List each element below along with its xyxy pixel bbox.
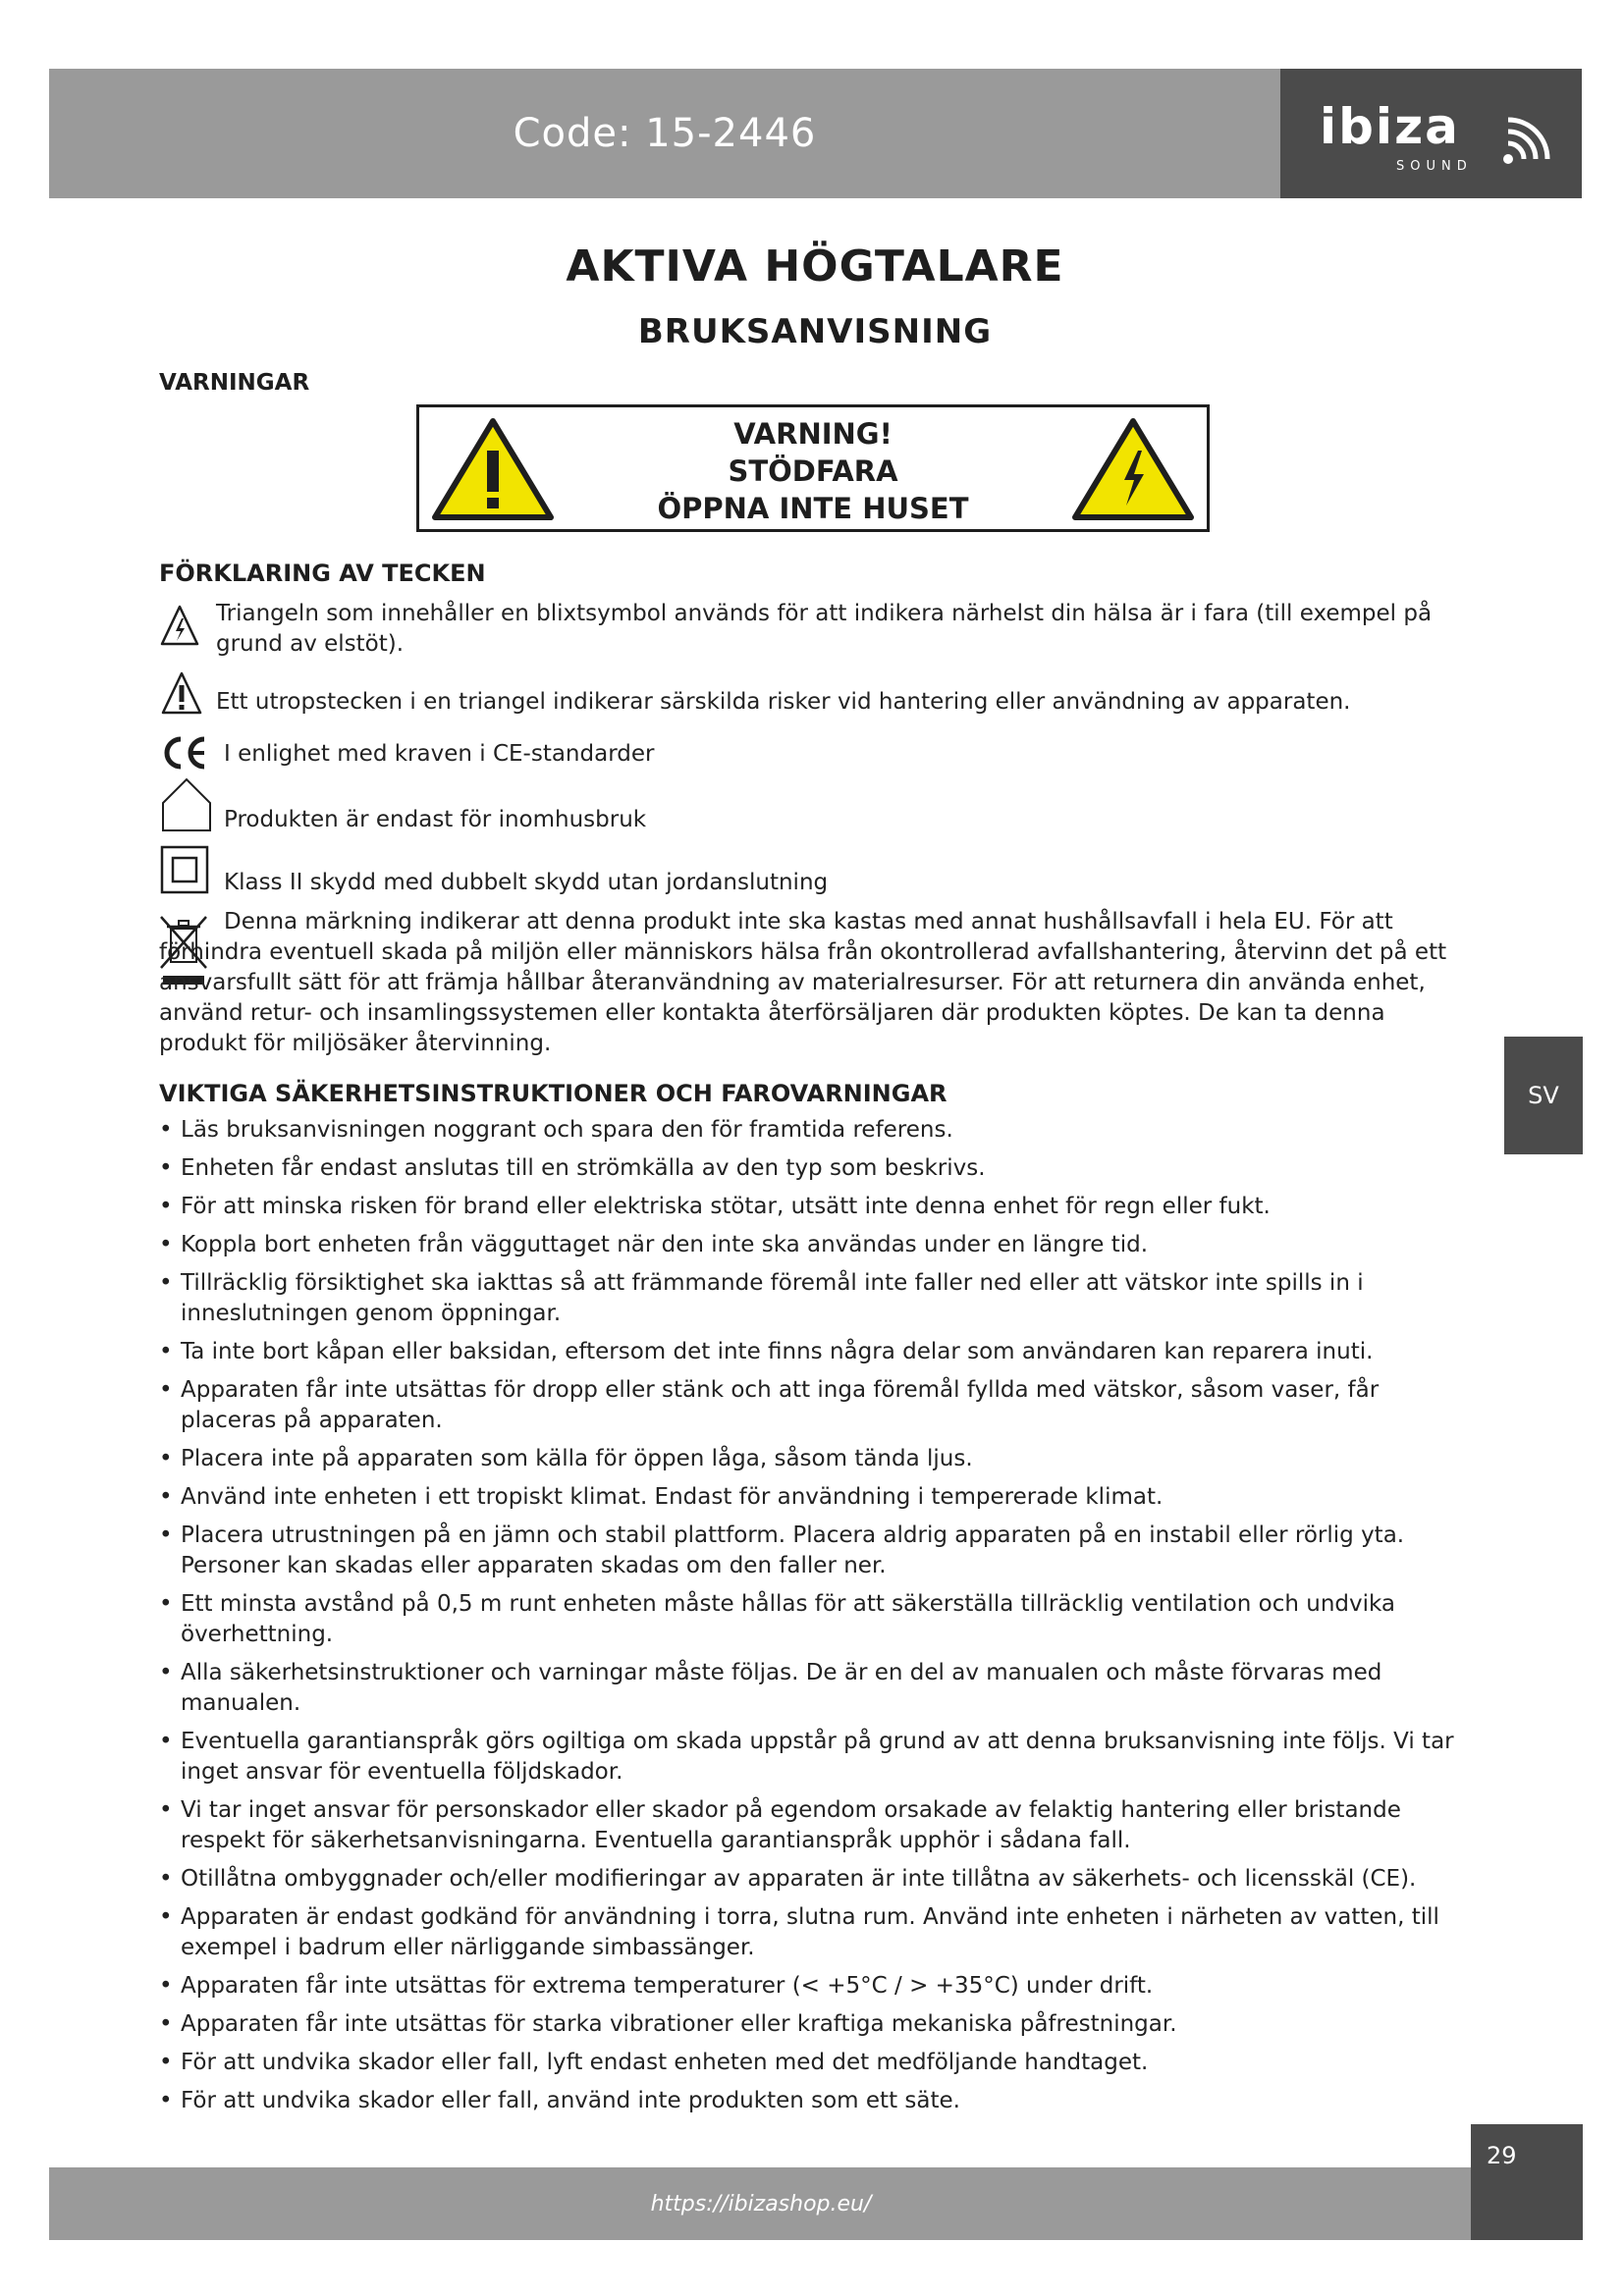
list-item: • Ta inte bort kåpan eller baksidan, eftersom det inte finns några delar som användaren kan reparera inuti. bbox=[159, 1337, 1480, 1367]
list-item: • Koppla bort enheten från vägguttaget när den inte ska användas under en längre tid. bbox=[159, 1230, 1480, 1260]
product-code: Code: 15-2446 bbox=[513, 111, 817, 156]
warnings-heading: VARNINGAR bbox=[159, 370, 310, 396]
house-indoor-icon bbox=[159, 775, 214, 834]
safety-heading: VIKTIGA SÄKERHETSINSTRUKTIONER OCH FAROVARNINGAR bbox=[159, 1080, 947, 1107]
document-subtitle: BRUKSANVISNING bbox=[637, 312, 993, 351]
symbol-exclamation-text: Ett utropstecken i en triangel indikerar särskilda risker vid hantering eller användning av apparaten. bbox=[216, 689, 1351, 715]
list-item: • Apparaten får inte utsättas för extrema temperaturer (< +5°C / > +35°C) under drift. bbox=[159, 1971, 1480, 2002]
list-item: • Otillåtna ombyggnader och/eller modifieringar av apparaten är inte tillåtna av säkerhets- och licensskäl (CE). bbox=[159, 1864, 1480, 1895]
list-item: • Eventuella garantianspråk görs ogiltiga om skada uppstår på grund av att denna bruksanvisning inte följs. Vi tar inget ansvar för eventuella följdskador. bbox=[159, 1727, 1480, 1788]
list-item: • För att undvika skador eller fall, använd inte produkten som ett säte. bbox=[159, 2086, 1480, 2116]
warning-box bbox=[416, 404, 1210, 532]
symbol-indoor-text: Produkten är endast för inomhusbruk bbox=[224, 807, 647, 832]
weee-paragraph: Denna märkning indikerar att denna produkt inte ska kastas med annat hushållsavfall i hela EU. För att förhindra eventuell skada på miljön eller människors hälsa från okontrollerad avfallshantering, återvinn det på ett ansvarsfullt sätt för att främja hållbar återanvändning av materialresurser. För att returnera din använda enhet, använd retur- och insamlingssystemen eller kontakta återförsäljaren där produkten köptes. De kan ta denna produkt för miljösäker återvinning. bbox=[159, 909, 1447, 1056]
list-item: • För att undvika skador eller fall, lyft endast enheten med det medföljande handtaget. bbox=[159, 2048, 1480, 2078]
exclamation-triangle-icon bbox=[159, 669, 204, 719]
warning-line-3: ÖPPNA INTE HUSET bbox=[657, 492, 969, 525]
list-item: • Placera utrustningen på en jämn och stabil plattform. Placera aldrig apparaten på en instabil eller rörlig yta. Personer kan skadas eller apparaten skadas om den faller ner. bbox=[159, 1521, 1480, 1581]
list-item: • Vi tar inget ansvar för personskador eller skador på egendom orsakade av felaktig hantering eller bristande respekt för säkerhetsanvisningarna. Eventuella garantianspråk upphör i sådana fall. bbox=[159, 1795, 1480, 1856]
list-item: • Apparaten är endast godkänd för användning i torra, slutna rum. Använd inte enheten i närheten av vatten, till exempel i badrum eller närliggande simbassänger. bbox=[159, 1902, 1480, 1963]
symbol-ce-text: I enlighet med kraven i CE-standarder bbox=[224, 741, 655, 767]
symbols-heading: FÖRKLARING AV TECKEN bbox=[159, 560, 486, 587]
document-title: AKTIVA HÖGTALARE bbox=[566, 241, 1064, 292]
list-item: • Alla säkerhetsinstruktioner och varningar måste följas. De är en del av manualen och måste förvaras med manualen. bbox=[159, 1658, 1480, 1719]
warning-line-1: VARNING! bbox=[733, 417, 893, 451]
symbol-class2-text: Klass II skydd med dubbelt skydd utan jordanslutning bbox=[224, 870, 829, 895]
list-item: • Enheten får endast anslutas till en strömkälla av den typ som beskrivs. bbox=[159, 1153, 1480, 1184]
page-number-label: 29 bbox=[1487, 2142, 1517, 2169]
list-item: • Tillräcklig försiktighet ska iakttas så att främmande föremål inte faller ned eller att vätskor inte spills in i inneslutningen genom öppningar. bbox=[159, 1268, 1480, 1329]
page-number bbox=[1471, 2124, 1583, 2240]
warning-line-2: STÖDFARA bbox=[728, 454, 898, 488]
brand-logo bbox=[1280, 69, 1582, 198]
class-ii-double-insulation-icon bbox=[159, 844, 210, 895]
page-header bbox=[49, 69, 1582, 198]
symbol-lightning-text: Triangeln som innehåller en blixtsymbol används för att indikera närhelst din hälsa är i fara (till exempel på grund av elstöt). bbox=[216, 601, 1433, 657]
list-item: • För att minska risken för brand eller elektriska stötar, utsätt inte denna enhet för regn eller fukt. bbox=[159, 1192, 1480, 1222]
list-item: • Apparaten får inte utsättas för dropp eller stänk och att inga föremål fyllda med vätskor, såsom vaser, får placeras på apparaten. bbox=[159, 1375, 1480, 1436]
footer-url: https://ibizashop.eu/ bbox=[49, 2167, 1473, 2240]
list-item: • Läs bruksanvisningen noggrant och spara den för framtida referens. bbox=[159, 1115, 1480, 1146]
logo-wordmark: ibiza bbox=[1320, 98, 1460, 155]
language-tab: SV bbox=[1504, 1037, 1583, 1154]
ce-mark-icon bbox=[159, 733, 210, 773]
list-item: • Placera inte på apparaten som källa för öppen låga, såsom tända ljus. bbox=[159, 1444, 1480, 1474]
symbol-weee-text bbox=[159, 907, 1475, 1059]
safety-list bbox=[159, 1115, 1480, 2124]
lightning-triangle-icon bbox=[159, 603, 200, 650]
lightning-warning-icon bbox=[1069, 415, 1197, 523]
logo-subtitle: SOUND bbox=[1396, 159, 1473, 174]
sound-waves-icon bbox=[1498, 110, 1557, 169]
list-item: • Ett minsta avstånd på 0,5 m runt enheten måste hållas för att säkerställa tillräcklig ventilation och undvika överhettning. bbox=[159, 1589, 1480, 1650]
list-item: • Apparaten får inte utsättas för starka vibrationer eller kraftiga mekaniska påfrestningar. bbox=[159, 2009, 1480, 2040]
list-item: • Använd inte enheten i ett tropiskt klimat. Endast för användning i tempererade klimat. bbox=[159, 1482, 1480, 1513]
